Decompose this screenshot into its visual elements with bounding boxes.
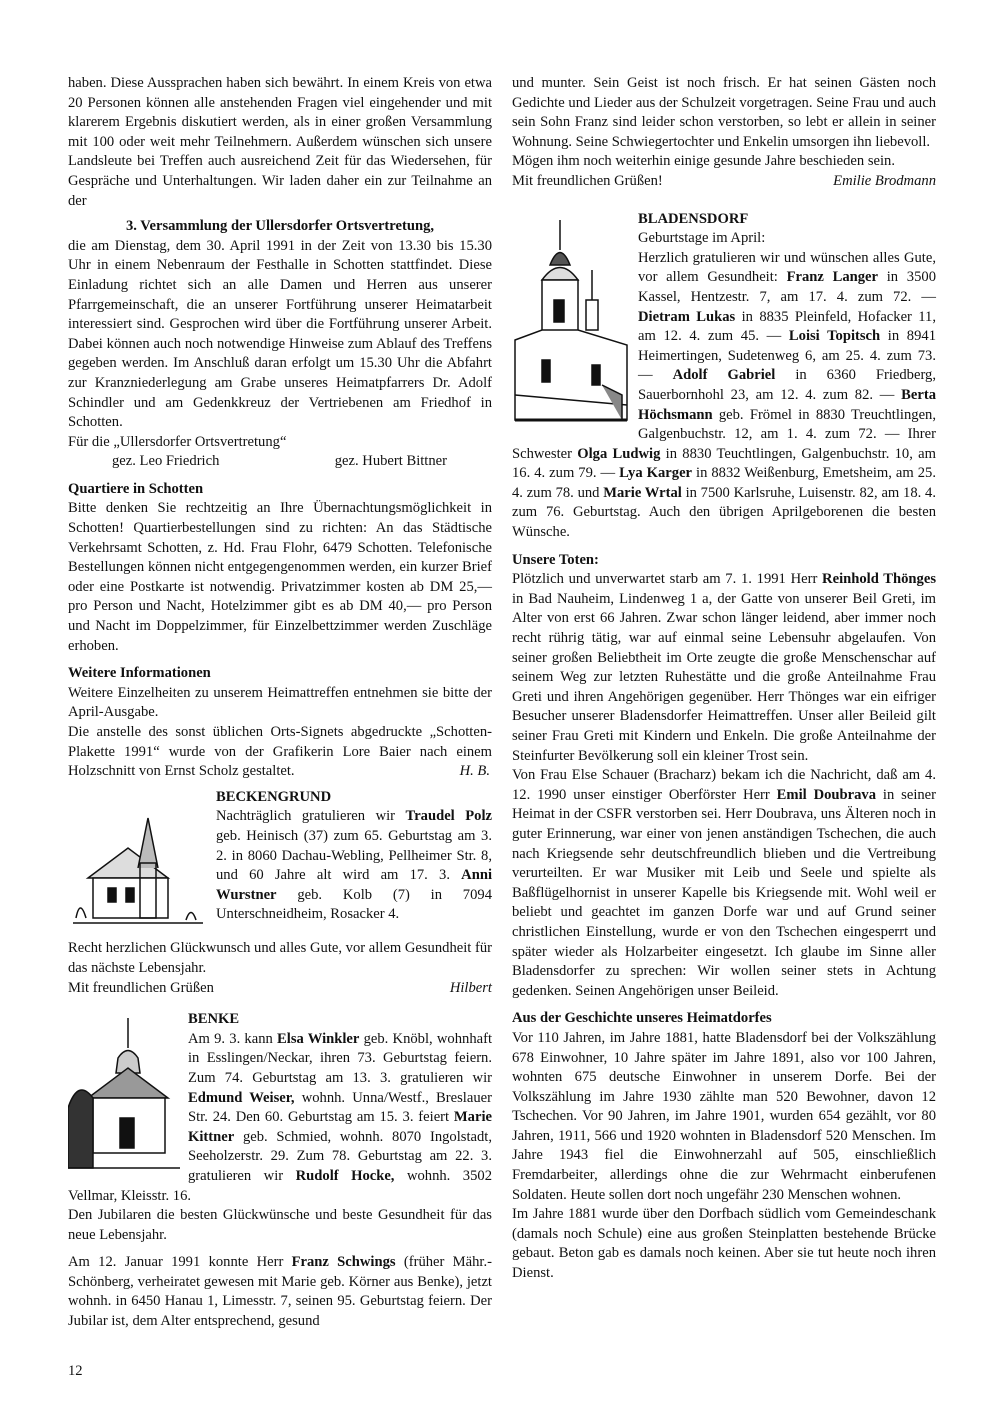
text-segment: in 7500 Karlsruhe, Luisenstr. 82, am 18. 4. zum 76. Geburtstag. Auch den übrigen Aprilgeborenen die besten Wünsche.	[512, 484, 936, 541]
closing-signature: Hilbert	[449, 979, 492, 996]
paragraph	[512, 1029, 936, 1205]
text-segment: Geburtstage im April:	[638, 230, 766, 247]
closing-text: Mit freundlichen Grüßen	[68, 979, 214, 996]
closing-text: Mit freundlichen Grüßen!	[512, 172, 663, 189]
heading-bladensdorf: BLADENSDORF	[638, 210, 749, 227]
text-segment: Von Frau Else Schauer (Bracharz) bekam ich die Nachricht, daß am 4. 12. 1990 unser einstiger Oberförster Herr	[512, 767, 936, 803]
church-illustration-benke	[68, 1018, 180, 1180]
text-segment: in 8835 Pleinfeld, Hofacker 11, am 12. 4. zum 45. —	[638, 308, 936, 345]
text-segment: Mögen ihm noch weiterhin einige gesunde Jahre beschieden sein.	[512, 153, 895, 170]
bold-name: Elsa Winkler	[277, 1030, 360, 1047]
right-column	[512, 74, 936, 1284]
text-segment: Nachträglich gratulieren wir	[216, 808, 406, 825]
text-segment: Bitte denken Sie rechtzeitig an Ihre Übernachtungsmöglichkeit in Schotten! Quartierbestellungen sind zu richten: An das Städtische Verkehrsamt Schotten, z. Hd. Frau Flohr, 6479 Schotten. Telefonische Bestellungen können nicht entgegengenommen werden, ein kurzer Brief oder eine Postkarte ist notwendig. Privatzimmer kosten ab DM 25,— pro Person und Nacht, Hotelzimmer gibt es ab DM 40,— pro Person und Nacht im Doppelzimmer, für Einzelbettzimmer werden Zuschläge erhoben.	[68, 500, 492, 654]
heading-weitere: Weitere Informationen	[68, 665, 211, 682]
paragraph	[512, 152, 936, 172]
closing	[68, 979, 492, 999]
signature-intro: Für die „Ullersdorfer Ortsvertretung“	[68, 433, 287, 450]
text-segment: wohnh. Unna/Westf., Breslauer Str. 24. Den 60. Geburtstag am 15. 3. feiert	[188, 1089, 492, 1126]
signatures	[68, 452, 492, 472]
left-column	[68, 74, 492, 1332]
bold-name: Marie Wrtal	[603, 484, 682, 501]
bold-name: Berta Höchsmann	[638, 386, 936, 423]
bold-name: Olga Ludwig	[577, 445, 661, 462]
text-segment: in 3500 Kassel, Hentzestr. 7, am 17. 4. zum 72. —	[638, 269, 936, 305]
bold-name: Dietram Lukas	[638, 308, 736, 325]
paragraph	[512, 74, 936, 152]
text-segment: und munter. Sein Geist ist noch frisch. Er hat seinen Gästen noch Gedichte und Lieder aus der Schulzeit vorgetragen. Seine Frau und auch sein Sohn Franz sind leider schon verstorben, so lebt er allein in seiner Wohnung. Seine Schwiegertochter und Enkelin umsorgen ihn liebevoll.	[512, 75, 936, 150]
bold-name: Rudolf Hocke,	[295, 1167, 395, 1184]
church-illustration-bladensdorf	[512, 220, 630, 437]
bold-name: Lya Karger	[619, 465, 693, 482]
text-segment: Plötzlich und unverwartet starb am 7. 1. 1991 Herr	[512, 571, 823, 588]
paragraph	[68, 723, 492, 782]
text-segment: geb. Heinisch (37) zum 65. Geburtstag am 3. 2. in 8060 Dachau-Webling, Pellheimer Str. 8, und 60 Jahre alt wird am 17. 3.	[216, 827, 492, 884]
text-segment: Am 12. Januar 1991 konnte Herr	[68, 1254, 292, 1271]
text-segment: Vor 110 Jahren, im Jahre 1881, hatte Bladensdorf bei der Volkszählung 678 Einwohner, 10 Jahre später im Jahre 1891, also vor 100 Jahren, wohnten 675 deutsche Einwohner in unserem Dorfe. Bei der Volkszählung im Jahre 1930 zählte man 520 Bewohner, davon 12 Tschechen. Vor 90 Jahren, im Jahre 1901, wurden 654 gezählt, vor 80 Jahren, 1911, 566 und 1920 wohnten in Bladensdorf 520 Menschen. Im Jahre 1943 fiel die Einwohnerzahl auf 505, einschließlich Fremdarbeiter, allerdings ohne die zur Wehrmacht einberufenen Soldaten. Heute sollen dort noch ungefähr 230 Menschen wohnen.	[512, 1029, 936, 1203]
bold-name: Loisi Topitsch	[788, 328, 881, 345]
text-segment: in 8830 Teuchtlingen, Galgenbuchstr. 10, am 16. 4. zum 79. —	[512, 445, 936, 482]
heading-beckengrund: BECKENGRUND	[216, 788, 332, 805]
heading-unsere-toten: Unsere Toten:	[512, 551, 599, 568]
text-segment: in 6360 Friedberg, Sauerbornhohl 23, am 12. 4. zum 82. —	[638, 367, 936, 403]
paragraph	[68, 74, 492, 211]
bold-name: Traudel Polz	[405, 808, 492, 825]
text-segment: Die anstelle des sonst üblichen Orts-Signets abgedruckte „Schotten-Plakette 1991“ wurde von der Grafikerin Lore Baier nach einem Holzschnitt von Ernst Scholz gestaltet.	[68, 724, 492, 780]
text-segment: geb. Schmied, wohnh. 8070 Ingolstadt, Seeholzerstr. 29. Zum 78. Geburtstag am 22. 3. gratulieren wir	[188, 1128, 492, 1184]
text-segment: (früher Mähr.-Schönberg, verheiratet gewesen mit Marie geb. Körner aus Benke), jetzt wohnh. in 6450 Hanau 1, Limesstr. 7, seinen 95. Geburtstag feiern. Der Jubilar ist, dem Alter entsprechend, gesund	[68, 1254, 492, 1330]
text-segment: in seiner Heimat in der CSFR verstorben sei. Herr Doubrava, uns Älteren noch in guter Erinnerung, war einer von jenen anständigen Tschechen, die auch nach Kriegsende sehr deutschfreundlich blieben und die Vertreibung verurteilten. Er war Musiker mit Leib und Seele und spielte als Baßflügelhornist in unserer Kapelle bis Kriegsende mit. Wohl weil er beliebt und geachtet im ganzen Dorfe war und auf Grund seiner christlichen Einstellung, wurde er von den Tschechen eingesperrt und später wieder als Holzarbeiter eingesetzt. Ich glaube im Sinne aller Bladensdorfer zu sprechen: Wir wollen seiner stets in Achtung gedenken. Seinen Angehörigen unser Beileid.	[512, 786, 937, 999]
bold-name: Adolf Gabriel	[672, 367, 776, 384]
bold-name: Franz Schwings	[291, 1254, 396, 1271]
paragraph	[68, 939, 492, 978]
signature: gez. Hubert Bittner	[334, 453, 447, 470]
bold-name: Emil Doubrava	[776, 786, 877, 803]
text-segment: die am Dienstag, dem 30. April 1991 in der Zeit von 13.30 bis 15.30 Uhr in einem Nebenraum der Festhalle in Schotten stattfindet. Diese Einladung richtet sich an alle Damen und Herren aus unserer Pfarrgemeinschaft, die an unserer Fortführung unserer Heimatarbeit interessiert sind. Gesprochen wird über die Fortführung unserer Arbeit. Dabei können auch noch notwendige Hinweise zum Ablauf des Treffens gegeben werden. Im Anschluß daran erfolgt um 15.30 Uhr die Abfahrt zur Kranzniederlegung am Grabe unseres Heimatpfarrers Dr. Adolf Schindler und am Gedenkkreuz der Vertriebenen am Friedhof in Schotten.	[68, 237, 492, 431]
paragraph	[512, 766, 936, 1001]
closing	[512, 172, 936, 192]
heading-benke: BENKE	[188, 1011, 240, 1028]
text-segment: in 8941 Heimertingen, Sudetenweg 6, am 25. 4. zum 73. —	[638, 328, 936, 384]
text-segment: Herzlich gratulieren wir und wünschen alles Gute, vor allem Gesundheit:	[638, 249, 936, 286]
bold-name: Marie Kittner	[188, 1109, 492, 1145]
signature: gez. Leo Friedrich	[112, 453, 220, 470]
text-segment: geb. Kolb (7) in 7094 Unterschneidheim, Rosacker 4.	[216, 886, 492, 923]
heading-versammlung: 3. Versammlung der Ullersdorfer Ortsvertretung,	[125, 218, 435, 235]
page-number: 12	[68, 1363, 83, 1379]
text-segment: Im Jahre 1881 wurde über den Dorfbach südlich vom Gemeindeschank (damals noch Schule) eine aus großen Steinplatten bestehende Brücke gebaut. Beton gab es damals noch keinen. Aber sie tut heute noch ihren Dienst.	[512, 1206, 936, 1282]
paragraph	[68, 1206, 492, 1245]
closing-signature: Emilie Brodmann	[833, 172, 936, 189]
text-segment: wohnh. 3502 Vellmar, Kleisstr. 16.	[68, 1167, 492, 1204]
paragraph-text	[68, 724, 492, 779]
paragraph	[68, 1253, 492, 1331]
text-segment: haben. Diese Aussprachen haben sich bewährt. In einem Kreis von etwa 20 Personen können alle anstehenden Fragen viel eingehender und mit klarerem Ergebnis diskutiert werden, als in einer großen Versammlung mit 100 oder weit mehr Teilnehmern. Außerdem wünschen sich unsere Landsleute bei Treffen auch ausreichend Zeit für das Wiedersehen, für Gespräche und Unterhaltungen. Wir laden daher ein zur Teilnahme an der	[68, 75, 492, 209]
bold-name: Franz Langer	[786, 269, 878, 286]
text-segment: in Bad Nauheim, Lindenweg 1 a, der Gatte von unserer Beil Greti, im Alter von erst 66 Jahren. Zwar schon länger leidend, aber immer noch recht rührig tätig, war auf einmal seine Lebensuhr abgelaufen. Von seiner großen Beliebtheit im Orte zeugte die große Menschenschar auf seinem Weg zur letzten Ruhestätte und die große Anteilnahme Frau Greti und ihren Angehörigen gegenüber. Herr Thönges war ein eifriger Besucher unserer Bladensdorfer Heimattreffen. Unser aller Beileid gilt seiner Frau Greti mit Kindern und Enkeln. Die große Anteilnahme der Steinfurter Bevölkerung soll ein kleiner Trost sein.	[512, 590, 936, 764]
bold-name: Edmund Weiser,	[188, 1089, 295, 1106]
bold-name: Reinhold Thönges	[822, 571, 937, 588]
initials: H. B.	[459, 763, 490, 780]
text-segment: Recht herzlichen Glückwunsch und alles Gute, vor allem Gesundheit für das nächste Lebensjahr.	[68, 940, 492, 976]
text-segment: Den Jubilaren die besten Glückwünsche und beste Gesundheit für das neue Lebensjahr.	[68, 1207, 492, 1243]
text-segment: geb. Frömel in 8830 Treuchtlingen, Galgenbuchstr. 12, am 1. 4. zum 72. — Ihrer Schwester	[512, 406, 936, 462]
paragraph	[512, 570, 936, 766]
heading-quartiere: Quartiere in Schotten	[68, 480, 204, 497]
text-segment: in 8832 Weißenburg, Emetsheim, am 25. 4. zum 78. und	[512, 465, 936, 501]
paragraph	[68, 499, 492, 656]
paragraph	[68, 237, 492, 433]
paragraph	[512, 1205, 936, 1283]
paragraph	[68, 684, 492, 723]
text-segment: Weitere Einzelheiten zu unserem Heimattreffen entnehmen sie bitte der April-Ausgabe.	[68, 684, 492, 721]
bold-name: Anni Wurstner	[216, 867, 492, 903]
text-segment: geb. Knöbl, wohnhaft in Esslingen/Neckar, ihren 73. Geburtstag feiern. Zum 74. Geburtstag am 13. 3. gratulieren wir	[188, 1030, 493, 1086]
church-illustration-beckengrund	[68, 808, 208, 940]
heading-geschichte: Aus der Geschichte unseres Heimatdorfes	[512, 1010, 772, 1027]
text-segment: Am 9. 3. kann	[188, 1030, 278, 1047]
